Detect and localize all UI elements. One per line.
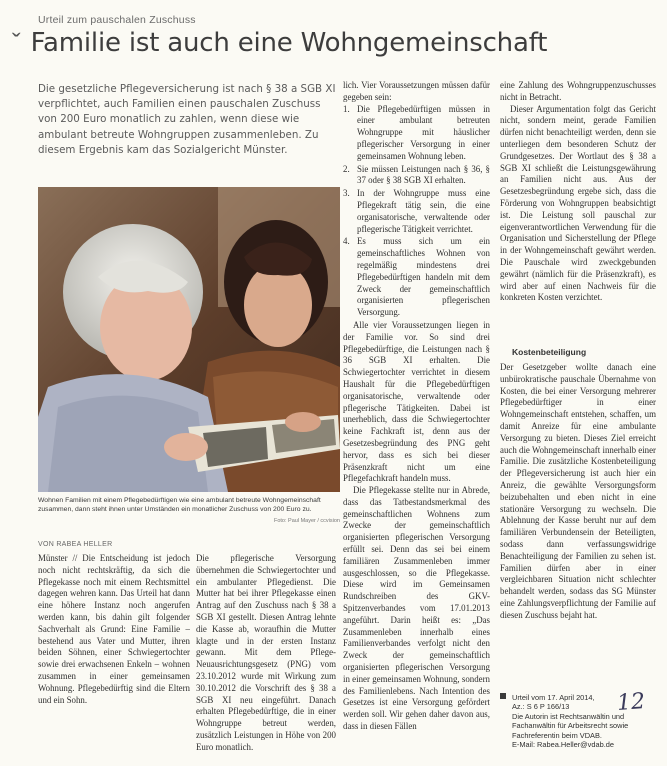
handwritten-page-number: 12 (616, 689, 646, 716)
list-item: 3. In der Wohngruppe muss eine Pflegekraft tätig sein, die eine organisatorische, verwaltende oder pflegerische Tätigkeit verrichtet. (343, 188, 490, 234)
list-item: 1. Die Pflegebedürftigen müssen in einer ambulant betreuten Wohngruppe mit häuslicher pflegerischer Versorgung in einer gemeinsamen Wohnung leben. (343, 103, 490, 161)
column-4-paragraph: Der Gesetzgeber wollte danach eine unbürokratische pauschale Übernahme von Kosten, die bei einer Versorgung mehrerer Pflegebedürftiger in einer Wohngemeinschaft entstehen, schaffen, um damit Anreize für eine ambulante Versorgung zu bieten. Dieses Ziel erreicht auch die Wohngemeinschaft innerhalb einer Familie. Die zusätzliche Kostenbeteiligung der Pflegeversicherung ist auch hier ein Anreiz, die gewählte Versorgungsform beizubehalten und eben nicht in eine stationäre Versorgung zu wechseln. Die Ablehnung der Kasse beruht nur auf dem familiären Verbundensein der Beteiligten, sodass dann verfassungswidrige Benachteiligung der Familien zu sehen ist. Familien dürfen aber in einer vergleichbaren Situation nicht schlechter behandelt werden, sodass das SG Münster eine Zahlungsverpflichtung der Familie auf diesen Zuschuss bejaht hat. (500, 362, 656, 620)
lead-paragraph: Die gesetzliche Pflegeversicherung ist nach § 38 a SGB XI verpflichtet, auch Familien einen pauschalen Zuschuss von 200 Euro monatlich zu zahlen, wenn diese wie ambulant betreute Wohngruppen zusammenleben. Zu diesem Ergebnis kam das Sozialgericht Münster. (38, 83, 336, 156)
photo-caption: Wohnen Familien mit einem Pflegebedürftigen wie eine ambulant betreute Wohngemeinschaft zusammen, dann steht ihnen unter Umständen ein monatlicher Zuschuss von 200 Euro zu. (38, 497, 321, 513)
check-mark-icon: ˇ (12, 28, 21, 58)
column-4-paragraph: eine Zahlung des Wohngruppenzuschusses nicht in Betracht. (500, 80, 656, 102)
article-column-3 (343, 80, 490, 733)
ruling-date: Urteil vom 17. April 2014, (512, 693, 595, 702)
byline: VON RABEA HELLER (38, 541, 113, 548)
kicker: Urteil zum pauschalen Zuschuss (38, 14, 196, 26)
article-column-1: Münster // Die Entscheidung ist jedoch noch nicht rechtskräftig, da sich die Pflegekasse noch mit einem Rechtsmittel dagegen wehren kann. Das Urteil hat dann eine höhere Instanz noch angerufen werden kann, bis dahin gilt folgender Sachverhalt als Grund: Eine Familie – bestehend aus Vater und Mutter, ihren beiden Söhnen, einer Schwiegertochter sowie drei erwachsenen Enkeln – wohnen zusammen in einer gemeinsamen Wohnung. Pflegebedürftig sind die Eltern und ein Sohn. (38, 553, 190, 705)
article-column-4 (500, 80, 656, 304)
author-note: Die Autorin ist Rechtsanwältin und Fachanwältin für Arbeitsrecht sowie Fachreferentin beim VDAB. (512, 711, 629, 740)
column-3-paragraph: Die Pflegekasse stellte nur in Abrede, dass das Tatbestandsmerkmal des gemeinschaftlichen Wohnens zum Zwecke der gemeinschaftlich organisierten pflegerischen Versorgung erfüllt sei. Denn das sei bei einem familiären Zusammenleben immer ausgeschlossen, so die Pflegekasse. Diese wird im Gemeinsamen Rundschreiben des GKV-Spitzenverbandes vom 17.01.2013 angeführt. Darin heißt es: „Das Zusammenleben innerhalb eines Familienverbandes verfolgt nicht den Zweck der gemeinschaftlich organisierten pflegerischen Versorgung in einer gemeinsamen Wohnung, sondern des Familienlebens. Nach Intention des Gesetzes ist eine Versorgung gefördert werden soll. Wir gehen daher davon aus, dass in diesen Fällen (343, 485, 490, 732)
article-column-4-continued (500, 362, 656, 622)
square-bullet-icon (500, 693, 506, 699)
headline-block (12, 28, 547, 59)
subheading-kostenbeteiligung: Kostenbeteiligung (512, 347, 587, 357)
article-column-2: Die pflegerische Versorgung übernehmen die Schwiegertochter und ein ambulanter Pflegedienst. Die Mutter hat bei ihrer Pflegekasse einen Antrag auf den Zuschuss nach § 38 a SGB XI gestellt. Diesen Antrag lehnte die Kasse ab, woraufhin die Mutter klagte und in der ersten Instanz gewann. Mit dem Pflege-Neuausrichtungsgesetz (PNG) vom 23.10.2012 wurde mit Wirkung zum 30.10.2012 die Vorschrift des § 38 a SGB XI neu eingeführt. Danach erhalten Pflegebedürftige, die in einer Wohngruppe betreut werden, zusätzlich Leistungen in Höhe von 200 Euro monatlich. (196, 553, 336, 752)
list-item: 4. Es muss sich um ein gemeinschaftliches Wohnen von regelmäßig mindestens drei Pflegebedürftigen handeln mit dem Zweck der gemeinschaftlich organisierten pflegerischen Versorgung. (343, 236, 490, 318)
photo-illustration (38, 187, 340, 492)
case-number: Az.: S 6 P 166/13 (512, 702, 570, 712)
column-3-paragraph: Alle vier Voraussetzungen liegen in der Familie vor. So sind drei Pflegebedürftige, die Leistungen nach § 36 SGB XI erhalten. Die Schwiegertochter verrichtet in diesem Haushalt für die Pflegebedürftigen organisatorische, verwaltende oder pflegerische Tätigkeiten. Dabei ist unerheblich, dass die Schwiegertochter keine Fachkraft ist, denn aus der Gesetzesbegründung des PNG geht hervor, dass es sich bei dieser Präsenzkraft nicht um eine Pflegefachkraft handeln muss. (343, 319, 490, 484)
photo (38, 187, 340, 492)
column-4-paragraph: Dieser Argumentation folgt das Gericht nicht, sondern meint, gerade Familien dürfen nicht benachteiligt werden, denn sie unterliegen dem besonderen Schutz der Grundgesetzes. Der Wortlaut des § 38 a SGB XI schließt die Leistungsgewährung an Familien nicht aus. Aus der Gesetzesbegründung ergebe sich, dass die Förderung von Wohngruppen beabsichtigt ist. Die Leistung soll pauschal zur eigenverantwortlichen Verwendung für die Organisation und Sicherstellung der Pflege in der Wohngemeinschaft gewährt werden. Die Pauschale wird zweckgebunden gewährt (nämlich für die Präsenzkraft), es wird aber auf einen Nachweis für die konkreten Kosten verzichtet. (500, 103, 656, 303)
photo-credit: Foto: Paul Mayer / ccvision (273, 518, 340, 524)
column-3-intro: lich. Vier Voraussetzungen müssen dafür gegeben sein: (343, 80, 490, 102)
author-email: E-Mail: Rabea.Heller@vdab.de (512, 740, 614, 750)
requirements-list (343, 104, 490, 319)
headline: Familie ist auch eine Wohngemeinschaft (30, 28, 548, 58)
list-item: 2. Sie müssen Leistungen nach § 36, § 37 oder § 38 SGB XI erhalten. (343, 163, 490, 186)
